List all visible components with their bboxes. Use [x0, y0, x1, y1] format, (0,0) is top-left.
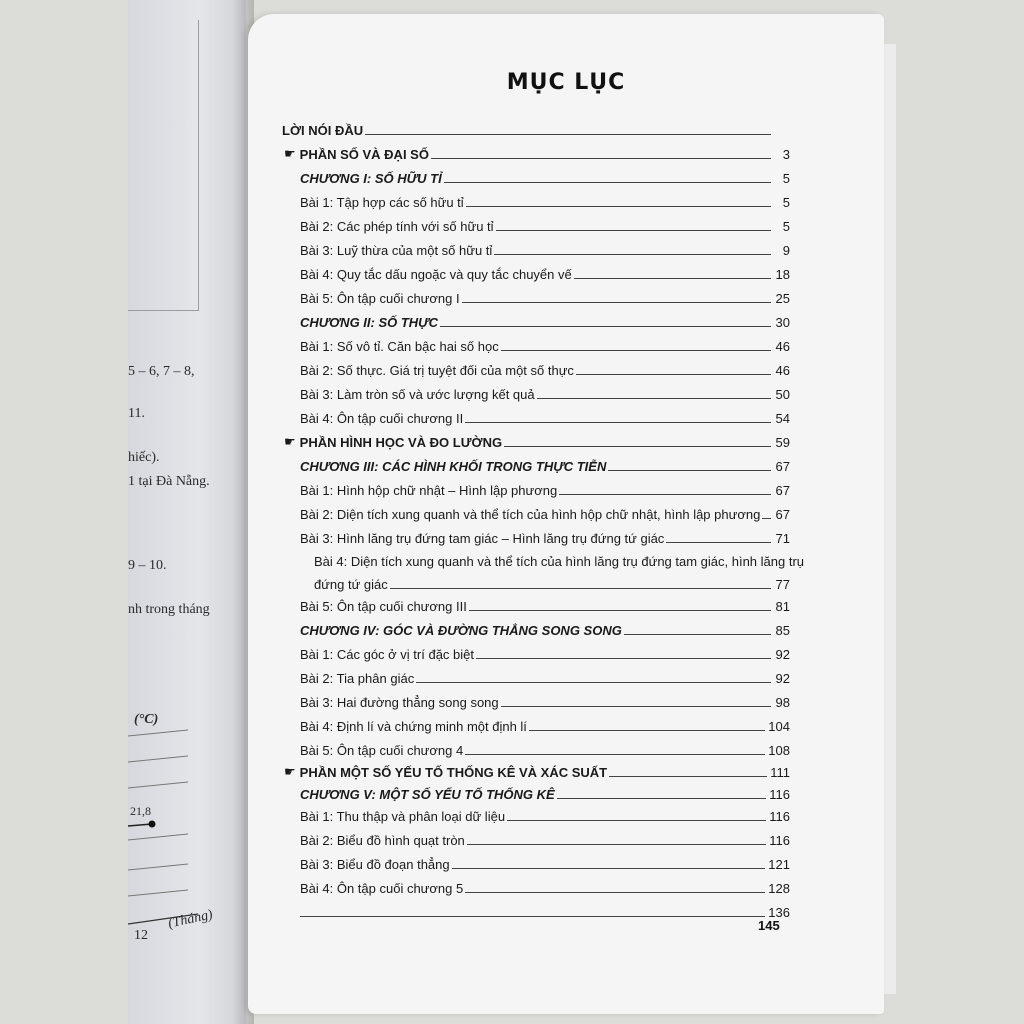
toc-entry[interactable] — [300, 478, 790, 498]
toc-leader-line — [537, 397, 771, 399]
toc-chapter-entry[interactable] — [300, 782, 790, 802]
toc-entry[interactable] — [300, 286, 790, 306]
toc-entry[interactable] — [314, 554, 805, 592]
toc-leader-line — [467, 843, 766, 845]
toc-entry-label: Bài 1: Tập hợp các số hữu tỉ — [300, 195, 464, 210]
toc-entry-label: Bài 1: Hình hộp chữ nhật – Hình lập phương — [300, 483, 558, 498]
toc-leader-line — [608, 469, 771, 471]
left-page-text: 9 – 10. — [128, 558, 167, 573]
toc-entry-label: Bài 4: Định lí và chứng minh một định lí — [300, 719, 527, 734]
toc-page-number: 108 — [768, 743, 790, 758]
left-chart-tick-label: 12 — [134, 928, 148, 943]
toc-leader-line — [504, 445, 771, 447]
toc-leader-line — [507, 819, 766, 821]
left-chart-gridline — [128, 890, 188, 896]
toc-entry[interactable] — [300, 358, 790, 378]
toc-leader-line — [416, 681, 771, 683]
toc-leader-line — [444, 181, 771, 183]
left-chart-point — [149, 821, 156, 828]
toc-chapter-entry[interactable] — [300, 310, 790, 330]
toc-page-number: 104 — [768, 719, 790, 734]
toc-page-number: 9 — [782, 243, 790, 258]
toc-entry-label: Bài 2: Diện tích xung quanh và thể tích của hình hộp chữ nhật, hình lập phương — [300, 507, 761, 522]
toc-entry[interactable] — [282, 118, 790, 138]
left-chart-series-line — [128, 824, 152, 826]
toc-entry[interactable] — [300, 714, 790, 734]
toc-entry-label: CHƯƠNG V: MỘT SỐ YẾU TỐ THỐNG KÊ — [300, 787, 555, 802]
toc-entry-label: Bài 2: Các phép tính với số hữu tỉ — [300, 219, 494, 234]
toc-page-number: 85 — [775, 623, 790, 638]
toc-leader-line — [469, 609, 771, 611]
page-number: 145 — [758, 918, 780, 933]
toc-entry-label: Bài 4: Diện tích xung quanh và thể tích của hình lăng trụ đứng tam giác, hình lăng trụ — [314, 554, 805, 569]
left-page-figure-frame — [128, 20, 199, 311]
toc-leader-line — [501, 705, 771, 707]
toc-page-number: 50 — [775, 387, 790, 402]
toc-entry-label: Bài 5: Ôn tập cuối chương III — [300, 599, 467, 614]
toc-leader-line — [494, 253, 771, 255]
toc-page-number: 116 — [769, 809, 790, 824]
toc-leader-line — [557, 797, 767, 799]
toc-page-number: 67 — [775, 507, 790, 522]
toc-entry-label: Bài 3: Luỹ thừa của một số hữu tỉ — [300, 243, 493, 258]
toc-page-number: 116 — [769, 833, 790, 848]
toc-entry-label: Bài 2: Tia phân giác — [300, 671, 415, 686]
toc-page-number: 98 — [775, 695, 790, 710]
toc-entry[interactable] — [300, 382, 790, 402]
left-page-axis-label: (°C) — [134, 712, 159, 727]
toc-leader-line — [559, 493, 771, 495]
toc-entry-label: PHẦN HÌNH HỌC VÀ ĐO LƯỜNG — [299, 435, 503, 450]
toc-leader-line — [465, 891, 765, 893]
toc-entry-label: Bài 3: Làm tròn số và ước lượng kết quả — [300, 387, 535, 402]
toc-entry[interactable] — [300, 900, 790, 920]
toc-leader-line — [476, 657, 771, 659]
toc-page-number: 5 — [782, 171, 790, 186]
toc-entry-label: Bài 4: Quy tắc dấu ngoặc và quy tắc chuyển vế — [300, 267, 572, 282]
pointing-hand-icon: ☛ — [284, 146, 296, 161]
toc-chapter-entry[interactable] — [300, 454, 790, 474]
toc-page-number: 116 — [769, 787, 790, 802]
toc-page-number: 128 — [768, 881, 790, 896]
toc-page-number: 59 — [775, 435, 790, 450]
toc-entry-label: Bài 1: Số vô tỉ. Căn bậc hai số học — [300, 339, 499, 354]
toc-chapter-entry[interactable] — [300, 166, 790, 186]
toc-entry-label: PHẦN MỘT SỐ YẾU TỐ THỐNG KÊ VÀ XÁC SUẤT — [299, 765, 608, 780]
toc-entry-label: CHƯƠNG I: SỐ HỮU TỈ — [300, 171, 442, 186]
toc-leader-line — [529, 729, 765, 731]
toc-entry-label: Bài 1: Thu thập và phân loại dữ liệu — [300, 809, 506, 824]
toc-entry[interactable] — [300, 190, 790, 210]
toc-leader-line — [465, 421, 771, 423]
toc-entry-label: Bài 2: Biểu đồ hình quạt tròn — [300, 833, 465, 848]
toc-entry-label: Bài 3: Biểu đồ đoạn thẳng — [300, 857, 450, 872]
toc-entry-label: Bài 4: Ôn tập cuối chương 5 — [300, 881, 464, 896]
left-chart-gridline — [128, 864, 188, 870]
toc-page-number: 54 — [775, 411, 790, 426]
toc-chapter-entry[interactable] — [300, 618, 790, 638]
toc-entry[interactable] — [300, 642, 790, 662]
toc-page-number: 67 — [775, 459, 790, 474]
toc-entry[interactable] — [300, 526, 790, 546]
toc-leader-line — [624, 633, 771, 635]
toc-entry[interactable] — [300, 214, 790, 234]
left-page-text: 5 – 6, 7 – 8, — [128, 364, 195, 379]
toc-page-number: 77 — [775, 577, 790, 592]
toc-page-number: 136 — [768, 905, 790, 920]
toc-page-number: 92 — [775, 647, 790, 662]
toc-page-number: 46 — [775, 363, 790, 378]
toc-leader-line — [440, 325, 771, 327]
left-page-text: hiếc). — [128, 450, 160, 465]
toc-leader-line — [666, 541, 771, 543]
left-page-text: 1 tại Đà Nẵng. — [128, 474, 210, 489]
toc-entry[interactable] — [300, 594, 790, 614]
toc-entry[interactable] — [300, 804, 790, 824]
toc-leader-line — [576, 373, 771, 375]
toc-leader-line — [431, 157, 771, 159]
toc-entry-label: Bài 3: Hai đường thẳng song song — [300, 695, 499, 710]
left-chart-gridline — [128, 730, 188, 736]
left-page-text: 11. — [128, 406, 145, 421]
left-chart-gridline — [128, 782, 188, 788]
toc-leader-line — [609, 775, 767, 777]
toc-leader-line — [501, 349, 771, 351]
toc-part-entry[interactable] — [284, 760, 790, 780]
toc-page-number: 71 — [775, 531, 790, 546]
toc-entry[interactable] — [300, 690, 790, 710]
toc-entry[interactable] — [300, 738, 790, 758]
toc-entry[interactable] — [300, 502, 790, 522]
toc-entry-label: Bài 5: Ôn tập cuối chương 4 — [300, 743, 464, 758]
toc-entry-label: CHƯƠNG II: SỐ THỰC — [300, 315, 439, 330]
left-chart-gridline — [128, 834, 188, 840]
toc-page-number: 5 — [782, 219, 790, 234]
toc-entry[interactable] — [300, 666, 790, 686]
toc-leader-line — [496, 229, 771, 231]
toc-page-number: 92 — [775, 671, 790, 686]
toc-entry[interactable] — [300, 876, 790, 896]
toc-entry-label: LỜI NÓI ĐẦU — [282, 123, 364, 138]
toc-leader-line — [390, 587, 771, 589]
toc-entry-label: CHƯƠNG IV: GÓC VÀ ĐƯỜNG THẲNG SONG SONG — [300, 623, 622, 638]
toc-leader-line — [574, 277, 771, 279]
pointing-hand-icon: ☛ — [284, 434, 296, 449]
toc-leader-line — [365, 133, 771, 135]
toc-page-number: 3 — [782, 147, 790, 162]
toc-entry-label-continued: đứng tứ giác — [314, 577, 388, 592]
toc-entry-label: PHẦN SỐ VÀ ĐẠI SỐ — [299, 147, 429, 162]
toc-page-number: 67 — [775, 483, 790, 498]
toc-entry[interactable] — [300, 262, 790, 282]
toc-page-number: 81 — [775, 599, 790, 614]
toc-leader-line — [466, 205, 771, 207]
toc-page-number: 46 — [775, 339, 790, 354]
pointing-hand-icon: ☛ — [284, 764, 296, 779]
toc-page-number: 5 — [782, 195, 790, 210]
toc-leader-line — [762, 517, 771, 519]
toc-page-number: 121 — [768, 857, 790, 872]
toc-page-number: 30 — [775, 315, 790, 330]
toc-entry-label: Bài 2: Số thực. Giá trị tuyệt đối của một số thực — [300, 363, 574, 378]
toc-part-entry[interactable] — [284, 430, 790, 450]
left-chart-gridline — [128, 756, 188, 762]
toc-entry-label: Bài 5: Ôn tập cuối chương I — [300, 291, 460, 306]
left-chart-data-label: 21,8 — [130, 804, 151, 818]
toc-part-entry[interactable] — [284, 142, 790, 162]
toc-page-number: 25 — [775, 291, 790, 306]
toc-entry[interactable] — [300, 406, 790, 426]
left-page — [128, 0, 246, 1024]
left-chart-axis-label: (Tháng) — [166, 907, 215, 932]
toc-leader-line — [465, 753, 765, 755]
toc-entry[interactable] — [300, 238, 790, 258]
toc-entry-label: CHƯƠNG III: CÁC HÌNH KHỐI TRONG THỰC TIỄN — [300, 459, 607, 474]
toc-leader-line — [462, 301, 771, 303]
toc-entry[interactable] — [300, 828, 790, 848]
toc-entry-label: Bài 3: Hình lăng trụ đứng tam giác – Hình lăng trụ đứng tứ giác — [300, 531, 665, 546]
toc-leader-line — [452, 867, 766, 869]
toc-entry-label: Bài 1: Các góc ở vị trí đặc biệt — [300, 647, 474, 662]
left-page-text: nh trong tháng — [128, 602, 210, 617]
toc-entry[interactable] — [300, 334, 790, 354]
toc-entry-label: Bài 4: Ôn tập cuối chương II — [300, 411, 464, 426]
page-title: MỤC LỤC — [506, 70, 626, 95]
toc-leader-line — [300, 915, 765, 917]
toc-page — [248, 14, 884, 1014]
toc-entry[interactable] — [300, 852, 790, 872]
toc-page-number: 18 — [775, 267, 790, 282]
toc-page-number: 111 — [770, 765, 790, 780]
